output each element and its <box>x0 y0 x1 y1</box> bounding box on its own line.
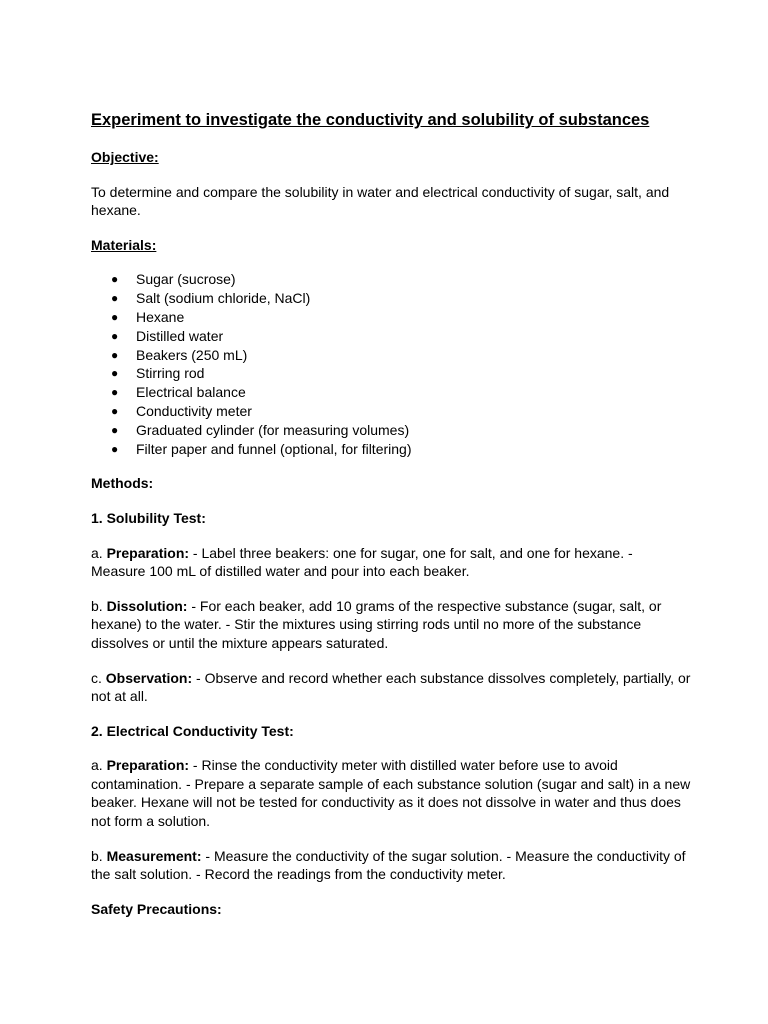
step-text: - Measure the conductivity of the sugar solution. - Measure the conductivity of the salt solution. - Record the readings from the conductivity meter. <box>91 847 686 883</box>
list-item <box>91 289 691 308</box>
step-prefix: b. <box>91 847 107 864</box>
material-label: Graduated cylinder (for measuring volumes) <box>136 421 410 438</box>
list-item <box>91 346 691 365</box>
bullet-icon: ● <box>111 366 119 381</box>
list-item <box>91 440 691 459</box>
step-text: - For each beaker, add 10 grams of the respective substance (sugar, salt, or hexane) to the water. - Stir the mixtures using stirring rods until no more of the substance dissolves or until the mixture appears saturated. <box>91 597 662 651</box>
step-prefix: b. <box>91 597 107 614</box>
safety-heading: Safety Precautions: <box>91 900 222 917</box>
step-label: Observation: <box>105 669 193 686</box>
material-label: Sugar (sucrose) <box>136 271 236 288</box>
material-label: Beakers (250 mL) <box>136 346 248 363</box>
list-item <box>91 421 691 440</box>
bullet-icon: ● <box>111 309 119 324</box>
bullet-icon: ● <box>111 441 119 456</box>
bullet-icon: ● <box>111 403 119 418</box>
step-label: Preparation: <box>106 757 190 774</box>
bullet-icon: ● <box>111 347 119 362</box>
conductivity-preparation <box>91 756 691 830</box>
material-label: Conductivity meter <box>136 402 252 419</box>
objective-text: To determine and compare the solubility in water and electrical conductivity of sugar, salt, and hexane. <box>91 183 670 219</box>
solubility-test-heading: 1. Solubility Test: <box>91 509 206 526</box>
step-text: - Rinse the conductivity meter with distilled water before use to avoid contamination. - Prepare a separate sample of each substance solution (sugar and salt) in a new beaker. Hexane will not be tested for conductivity as it does not dissolve in water and thus does not form a solution. <box>91 757 691 830</box>
step-label: Preparation: <box>106 544 190 561</box>
list-item <box>91 270 691 289</box>
step-label: Measurement: <box>106 847 202 864</box>
list-item <box>91 364 691 383</box>
step-text: - Label three beakers: one for sugar, one for salt, and one for hexane. - Measure 100 mL of distilled water and pour into each beaker. <box>91 544 633 580</box>
material-label: Stirring rod <box>136 365 205 382</box>
material-label: Hexane <box>136 308 185 325</box>
materials-heading: Materials: <box>91 236 157 253</box>
list-item <box>91 308 691 327</box>
conductivity-measurement <box>91 847 691 884</box>
bullet-icon: ● <box>111 272 119 287</box>
list-item <box>91 402 691 421</box>
step-prefix: c. <box>91 669 106 686</box>
material-label: Distilled water <box>136 327 224 344</box>
list-item <box>91 327 691 346</box>
step-prefix: a. <box>91 757 107 774</box>
step-text: - Observe and record whether each substance dissolves completely, partially, or not at all. <box>91 669 691 705</box>
materials-list <box>91 270 691 458</box>
document-page <box>91 110 691 934</box>
material-label: Salt (sodium chloride, NaCl) <box>136 290 311 307</box>
solubility-preparation <box>91 544 691 581</box>
material-label: Filter paper and funnel (optional, for filtering) <box>136 440 412 457</box>
solubility-observation <box>91 669 691 706</box>
step-label: Dissolution: <box>106 597 188 614</box>
bullet-icon: ● <box>111 328 119 343</box>
bullet-icon: ● <box>111 291 119 306</box>
methods-heading: Methods: <box>91 475 154 492</box>
step-prefix: a. <box>91 544 107 561</box>
solubility-dissolution <box>91 597 691 653</box>
material-label: Electrical balance <box>136 384 246 401</box>
bullet-icon: ● <box>111 422 119 437</box>
objective-heading: Objective: <box>91 149 159 165</box>
conductivity-test-heading: 2. Electrical Conductivity Test: <box>91 722 294 739</box>
bullet-icon: ● <box>111 385 119 400</box>
document-title: Experiment to investigate the conductivity and solubility of substances <box>91 111 650 129</box>
list-item <box>91 383 691 402</box>
